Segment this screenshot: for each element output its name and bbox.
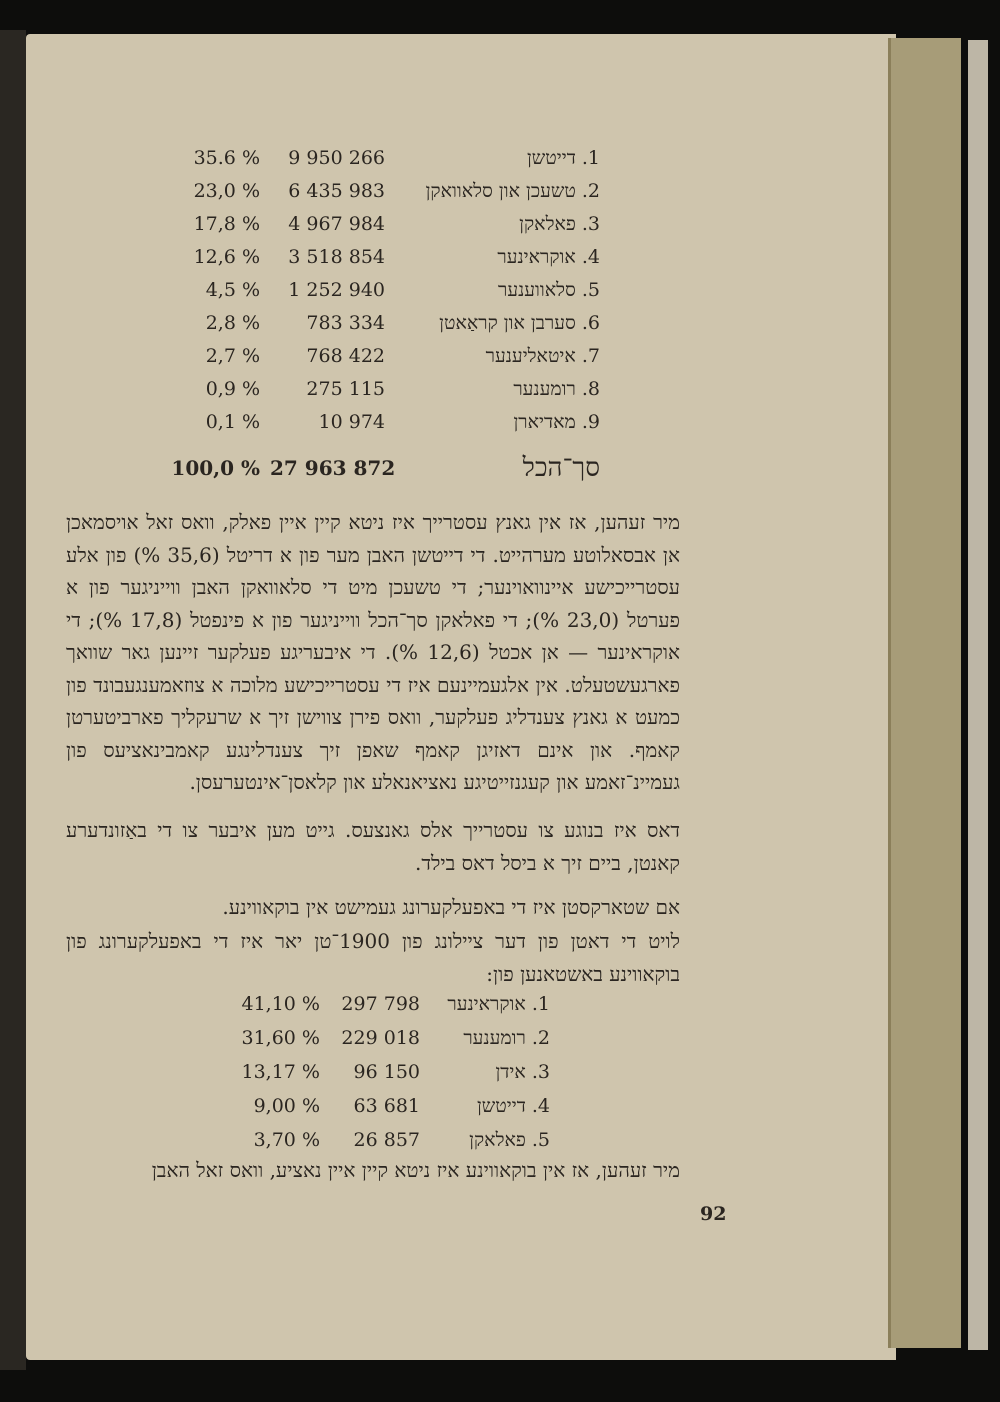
nationality-cell: 6. סערבן און קראַאטן <box>439 312 600 334</box>
table-row <box>210 1056 550 1088</box>
number-cell: 4 967 984 <box>288 213 385 235</box>
number-cell: 1 252 940 <box>288 279 385 301</box>
percent-cell: 12,6 % <box>193 246 260 268</box>
table-row <box>150 340 600 372</box>
nationality-cell: 2. טשעכן און סלאוואקן <box>425 180 600 202</box>
percent-cell: 2,7 % <box>205 345 260 367</box>
number-cell: 768 422 <box>306 345 385 367</box>
percent-cell: 0,9 % <box>205 378 260 400</box>
percent-cell: 35.6 % <box>193 147 260 169</box>
table-row <box>150 406 600 438</box>
total-number: 27 963 872 <box>270 456 396 480</box>
table-row <box>150 274 600 306</box>
number-cell: 3 518 854 <box>288 246 385 268</box>
table-row <box>210 1090 550 1122</box>
percent-cell: 4,5 % <box>205 279 260 301</box>
nationality-cell: 4. דייטשן <box>476 1095 550 1117</box>
nationality-cell: 2. רומענער <box>463 1027 550 1049</box>
number-cell: 297 798 <box>341 993 420 1015</box>
percent-cell: 23,0 % <box>193 180 260 202</box>
number-cell: 63 681 <box>353 1095 420 1117</box>
table-row <box>210 988 550 1020</box>
nationality-cell: 7. איטאליענער <box>485 345 600 367</box>
table-row <box>150 175 600 207</box>
body-paragraph: אם שטארקסטן איז די באפעלקערונג געמישט אין בוקאווינע. <box>222 895 680 919</box>
table-row <box>210 1124 550 1156</box>
number-cell: 10 974 <box>318 411 385 433</box>
total-label: סך־הכל <box>522 453 600 483</box>
nationality-cell: 3. פאלאקן <box>519 213 600 235</box>
percent-cell: 13,17 % <box>241 1061 320 1083</box>
number-cell: 9 950 266 <box>288 147 385 169</box>
nationality-cell: 4. אוקראינער <box>497 246 600 268</box>
book-binding <box>968 40 988 1350</box>
table-row <box>150 208 600 240</box>
page-stack-edge <box>888 38 961 1348</box>
percent-cell: 41,10 % <box>241 993 320 1015</box>
number-cell: 783 334 <box>306 312 385 334</box>
table-row <box>150 373 600 405</box>
page-number: 92 <box>700 1203 727 1225</box>
nationality-cell: 9. מאדיארן <box>513 411 600 433</box>
left-page-edge <box>0 30 26 1370</box>
table-row <box>210 1022 550 1054</box>
percent-cell: 3,70 % <box>253 1129 320 1151</box>
table-row <box>150 142 600 174</box>
percent-cell: 17,8 % <box>193 213 260 235</box>
percent-cell: 0,1 % <box>205 411 260 433</box>
nationality-cell: 1. דייטשן <box>526 147 600 169</box>
total-percent: 100,0 % <box>171 456 260 480</box>
table-row <box>150 307 600 339</box>
number-cell: 26 857 <box>353 1129 420 1151</box>
nationality-cell: 5. סלאווענער <box>497 279 600 301</box>
percent-cell: 9,00 % <box>253 1095 320 1117</box>
body-paragraph: מיר זעהען, אז אין בוקאווינע איז ניטא קיין איין נאציע, וואס זאל האבן <box>151 1158 680 1182</box>
nationality-cell: 1. אוקראינער <box>447 993 550 1015</box>
number-cell: 96 150 <box>353 1061 420 1083</box>
body-paragraph: לויט די דאטן פון דער ציילונג פון 1900־טן יאר איז די באפעלקערונג פון בוקאווינע באשטאנען פון: <box>66 929 680 986</box>
nationality-cell: 8. רומענער <box>513 378 600 400</box>
body-paragraph: מיר זעהען, אז אין גאנץ עסטרייך איז ניטא קיין איין פאלק, וואס זאל אויסמאכן אן אבסאלוטע מערהייט. די דייטשן האבן מער פון א דריטל (35,6 %) פון אלע עסטרייכישע איינוואוינער; די טשעכן מיט די סלאוואקן האבן ווייניגער פון א פערטל (23,0 %); די פאלאקן סך־הכל ווייניגער פון א פינפטל (17,8 %); די אוקראינער — אן אכטל (12,6 %). די איבעריגע פעלקער זיינען גאר שוואך פארגעשטעלט. אין אלגעמיינעם איז די עסטרייכישע מלוכה א צוזאמענגעבונד פון כמעט א גאנץ צענדליג פעלקער, וואס פירן צווישן זיך א שרעקליך פארביטערטן קאמף. און אינם דאזיגן קאמף שאפן זיך צענדלינגע קאמבינאציעס פון געמיינ־זאמע און קעגנזייטיגע נאציאנאלע און קלאסן־אינטערעסן. <box>66 510 681 794</box>
number-cell: 275 115 <box>306 378 385 400</box>
nationality-cell: 5. פאלאקן <box>469 1129 550 1151</box>
nationality-cell: 3. אידן <box>495 1061 550 1083</box>
percent-cell: 31,60 % <box>241 1027 320 1049</box>
number-cell: 229 018 <box>341 1027 420 1049</box>
table-total-row <box>150 452 600 484</box>
table-row <box>150 241 600 273</box>
body-paragraph: דאס איז בנוגע צו עסטרייך אלס גאנצעס. גייט מען איבער צו די באַזונדערע קאנטן, ביים זיך א ביסל דאס בילד. <box>66 818 680 875</box>
percent-cell: 2,8 % <box>205 312 260 334</box>
number-cell: 6 435 983 <box>288 180 385 202</box>
